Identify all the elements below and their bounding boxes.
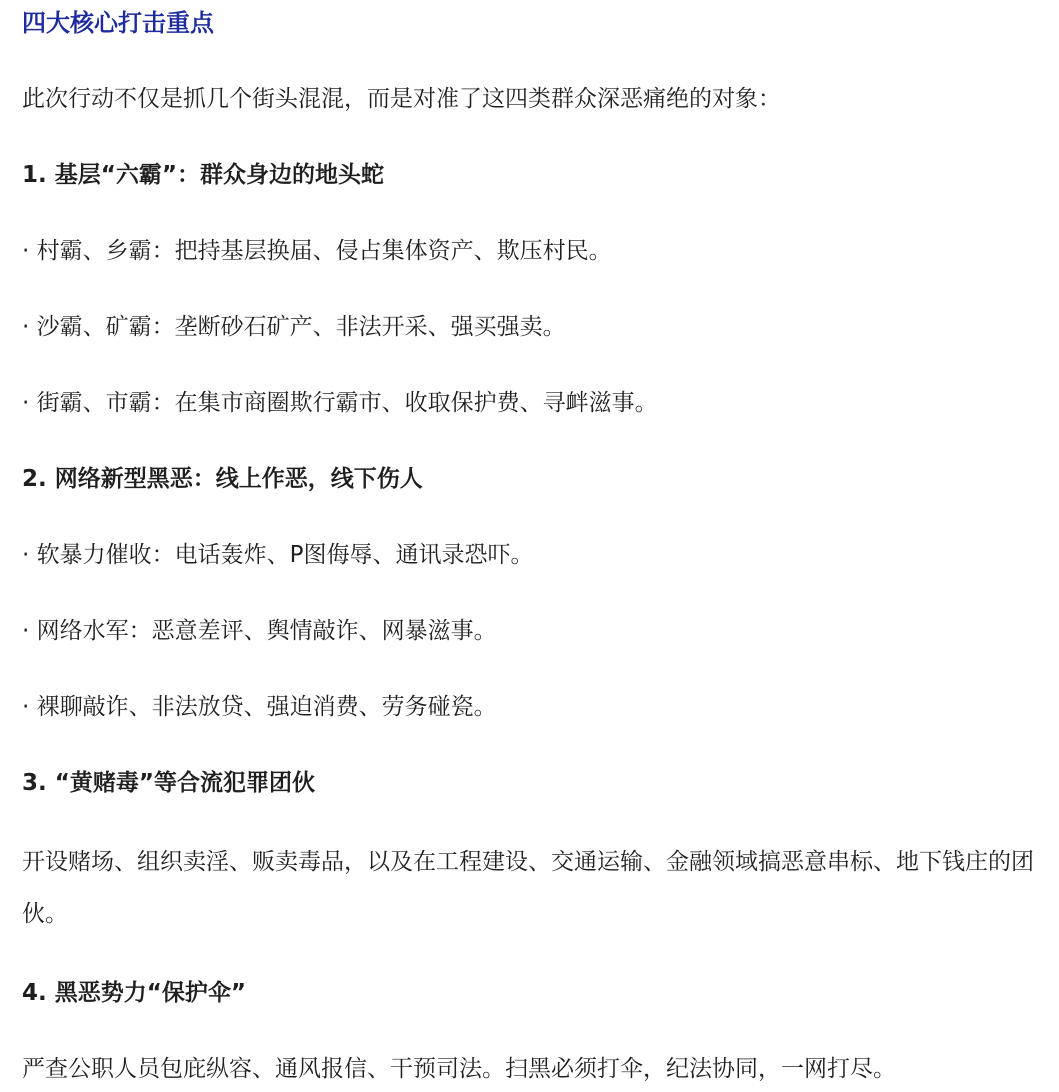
spacer [22, 122, 1037, 152]
list-item: · 软暴力催收：电话轰炸、P图侮辱、通讯录恐吓。 [22, 542, 534, 568]
spacer [22, 1016, 1037, 1046]
spacer [22, 426, 1037, 456]
list-item: · 网络水军：恶意差评、舆情敲诈、网暴滋事。 [22, 618, 497, 644]
heading-3: 3. “黄赌毒”等合流犯罪团伙 [22, 770, 315, 796]
list-item: · 裸聊敲诈、非法放贷、强迫消费、劳务碰瓷。 [22, 694, 497, 720]
intro-paragraph: 此次行动不仅是抓几个街头混混，而是对准了这四类群众深恶痛绝的对象： [22, 86, 781, 112]
spacer [22, 578, 1037, 608]
spacer [22, 198, 1037, 228]
list-item: · 街霸、市霸：在集市商圈欺行霸市、收取保护费、寻衅滋事。 [22, 390, 658, 416]
spacer [22, 940, 1037, 970]
heading-2: 2. 网络新型黑恶：线上作恶，线下伤人 [22, 466, 423, 492]
spacer [22, 654, 1037, 684]
list-item: · 村霸、乡霸：把持基层换届、侵占集体资产、欺压村民。 [22, 238, 612, 264]
spacer [22, 806, 1037, 836]
section-title: 四大核心打击重点 [22, 9, 214, 37]
spacer [22, 46, 1037, 76]
list-item: · 沙霸、矿霸：垄断砂石矿产、非法开采、强买强卖。 [22, 314, 566, 340]
spacer [22, 502, 1037, 532]
heading-4: 4. 黑恶势力“保护伞” [22, 980, 246, 1006]
body-paragraph: 严查公职人员包庇纵容、通风报信、干预司法。扫黑必须打伞，纪法协同，一网打尽。 [22, 1056, 896, 1082]
spacer [22, 274, 1037, 304]
body-paragraph: 开设赌场、组织卖淫、贩卖毒品，以及在工程建设、交通运输、金融领域搞恶意串标、地下钱庄的团伙。 [22, 849, 1034, 927]
heading-1: 1. 基层“六霸”：群众身边的地头蛇 [22, 162, 384, 188]
spacer [22, 730, 1037, 760]
spacer [22, 350, 1037, 380]
